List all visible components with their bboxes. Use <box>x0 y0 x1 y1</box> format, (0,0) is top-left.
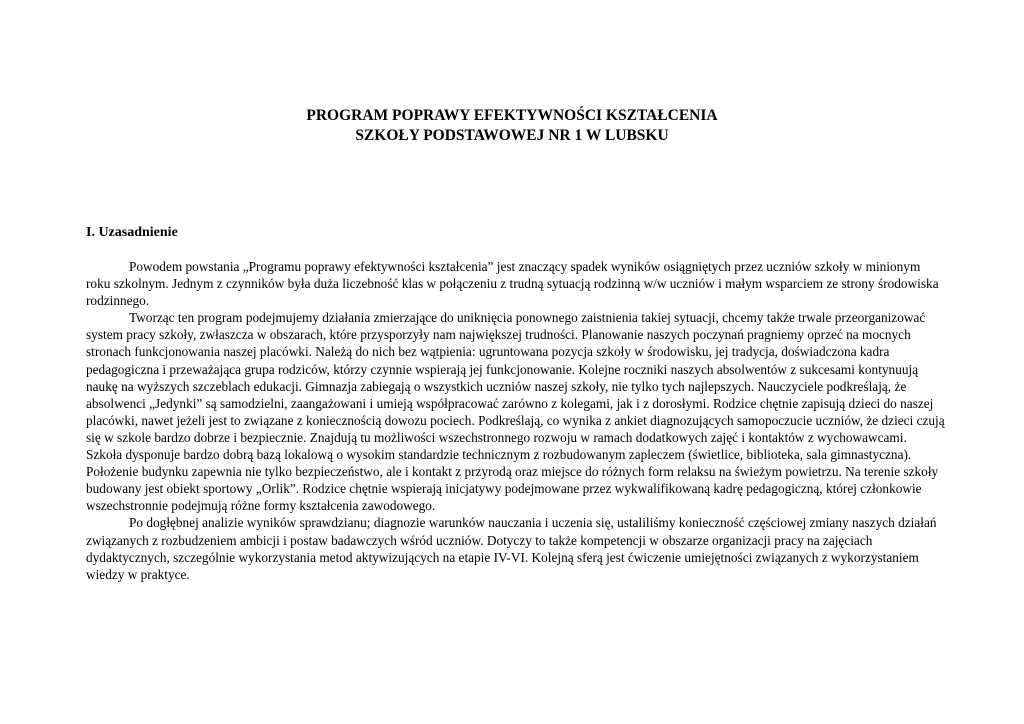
paragraph: Po dogłębnej analizie wyników sprawdzianu; diagnozie warunków nauczania i uczenia się, ustaliliśmy konieczność częściowej zmiany naszych działań związanych z rozbudzeniem ambicji i postaw badawczych wśród uczniów. Dotyczy to także kompetencji w obszarze organizacji pracy na zajęciach dydaktycznych, szczególnie wykorzystania metod aktywizujących na etapie IV-VI. Kolejną sferą jest ćwiczenie umiejętności związanych z wykorzystaniem wiedzy w praktyce. <box>86 515 937 582</box>
paragraph: Powodem powstania „Programu poprawy efektywności kształcenia” jest znaczący spadek wyników osiągniętych przez uczniów szkoły w minionym roku szkolnym. Jednym z czynników była duża liczebność klas w połączeniu z trudną sytuacją rodzinną w/w uczniów i małym wsparciem ze strony środowiska rodzinnego. <box>86 259 939 309</box>
paragraph: Tworząc ten program podejmujemy działania zmierzające do uniknięcia ponownego zaistnienia takiej sytuacji, chcemy także trwale przeorganizować system pracy szkoły, zwłaszcza w obszarach, które przysporzyły nam największej trudności. Planowanie naszych poczynań pragniemy oprzeć na mocnych stronach funkcjonowania naszej placówki. Należą do nich bez wątpienia: ugruntowana pozycja szkoły w środowisku, jej tradycja, doświadczona kadra pedagogiczna i przeważająca grupa rodziców, którzy czynnie wspierają jej funkcjonowanie. Kolejne roczniki naszych absolwentów z sukcesami kontynuują naukę na wyższych szczeblach edukacji. Gimnazja zabiegają o wszystkich uczniów naszej szkoły, nie tylko tych najlepszych. Nauczyciele podkreślają, że absolwenci „Jedynki” są samodzielni, zaangażowani i umieją współpracować zarówno z kolegami, jak i z dorosłymi. Rodzice chętnie zapisują dzieci do naszej placówki, nawet jeżeli jest to związane z koniecznością dowozu pociech. Podkreślają, co wynika z ankiet diagnozujących samopoczucie uczniów, że dzieci czują się w szkole bardzo dobrze i bezpiecznie. Znajdują tu możliwości wszechstronnego rozwoju w ramach dodatkowych zajęć i kontaktów z wychowawcami. Szkoła dysponuje bardzo dobrą bazą lokalową o wysokim standardzie technicznym z rozbudowanym zapleczem (świetlice, biblioteka, sala gimnastyczna). Położenie budynku zapewnia nie tylko bezpieczeństwo, ale i kontakt z przyrodą oraz miejsce do różnych form relaksu na świeżym powietrzu. Na terenie szkoły budowany jest obiekt sportowy „Orlik”. Rodzice chętnie wspierają inicjatywy podejmowane przez wykwalifikowaną kadrę pedagogiczną, której członkowie wszechstronnie podejmują różne formy kształcenia zawodowego. <box>86 310 945 514</box>
document-title-line-1: PROGRAM POPRAWY EFEKTYWNOŚCI KSZTAŁCENIA <box>306 107 718 124</box>
document-body <box>86 258 946 583</box>
section-heading: I. Uzasadnienie <box>86 225 178 240</box>
document-title-line-2: SZKOŁY PODSTAWOWEJ NR 1 W LUBSKU <box>355 127 669 144</box>
